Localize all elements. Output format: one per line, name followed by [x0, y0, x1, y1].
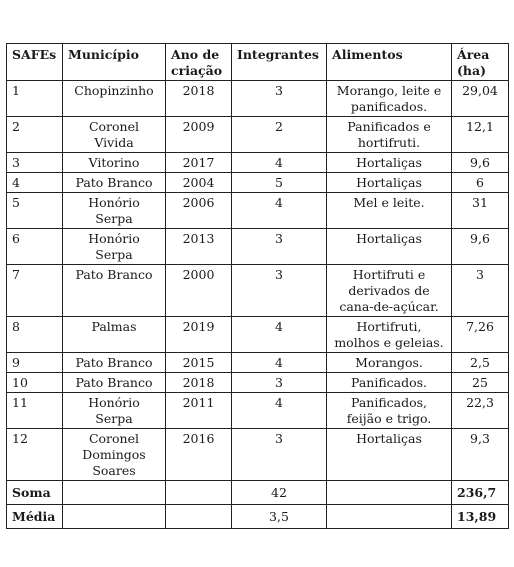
cell-safe: 6 [7, 229, 63, 265]
cell-safe: 11 [7, 393, 63, 429]
header-ano: Ano de criação [166, 44, 232, 81]
totals-empty [63, 505, 166, 529]
cell-integrantes: 3 [232, 81, 327, 117]
totals-empty [63, 481, 166, 505]
cell-alimentos: Morangos. [327, 353, 452, 373]
totals-empty [327, 481, 452, 505]
cell-ano: 2004 [166, 173, 232, 193]
table-row [7, 265, 509, 317]
cell-ano: 2019 [166, 317, 232, 353]
cell-integrantes: 3 [232, 429, 327, 481]
cell-area: 29,04 [452, 81, 509, 117]
cell-safe: 7 [7, 265, 63, 317]
totals-label: Soma [7, 481, 63, 505]
totals-area: 13,89 [452, 505, 509, 529]
cell-ano: 2016 [166, 429, 232, 481]
header-integrantes: Integrantes [232, 44, 327, 81]
cell-area: 9,6 [452, 229, 509, 265]
header-municipio: Município [63, 44, 166, 81]
cell-ano: 2006 [166, 193, 232, 229]
cell-integrantes: 4 [232, 353, 327, 373]
totals-empty [166, 481, 232, 505]
cell-safe: 1 [7, 81, 63, 117]
table-header-row [7, 44, 509, 81]
cell-area: 9,6 [452, 153, 509, 173]
cell-integrantes: 2 [232, 117, 327, 153]
table-body [7, 81, 509, 529]
cell-municipio: Honório Serpa [63, 393, 166, 429]
cell-municipio: Pato Branco [63, 173, 166, 193]
table-row [7, 373, 509, 393]
table-row [7, 317, 509, 353]
cell-area: 6 [452, 173, 509, 193]
cell-integrantes: 4 [232, 317, 327, 353]
cell-alimentos: Hortifruti, molhos e geleias. [327, 317, 452, 353]
cell-alimentos: Panificados. [327, 373, 452, 393]
cell-integrantes: 3 [232, 373, 327, 393]
cell-ano: 2009 [166, 117, 232, 153]
cell-integrantes: 4 [232, 193, 327, 229]
header-safes: SAFEs [7, 44, 63, 81]
cell-ano: 2018 [166, 373, 232, 393]
cell-safe: 3 [7, 153, 63, 173]
totals-empty [166, 505, 232, 529]
table-row [7, 393, 509, 429]
cell-municipio: Honório Serpa [63, 193, 166, 229]
table-row [7, 81, 509, 117]
cell-municipio: Coronel Domingos Soares [63, 429, 166, 481]
cell-ano: 2011 [166, 393, 232, 429]
table-row [7, 229, 509, 265]
cell-area: 9,3 [452, 429, 509, 481]
cell-safe: 4 [7, 173, 63, 193]
table-row [7, 429, 509, 481]
cell-alimentos: Hortaliças [327, 429, 452, 481]
table-row [7, 193, 509, 229]
totals-row [7, 481, 509, 505]
cell-safe: 2 [7, 117, 63, 153]
cell-alimentos: Hortaliças [327, 229, 452, 265]
cell-alimentos: Hortaliças [327, 173, 452, 193]
cell-integrantes: 4 [232, 153, 327, 173]
cell-alimentos: Morango, leite e panificados. [327, 81, 452, 117]
table-row [7, 117, 509, 153]
cell-area: 12,1 [452, 117, 509, 153]
cell-alimentos: Mel e leite. [327, 193, 452, 229]
cell-ano: 2000 [166, 265, 232, 317]
cell-integrantes: 5 [232, 173, 327, 193]
cell-alimentos: Panificados e hortifruti. [327, 117, 452, 153]
totals-area: 236,7 [452, 481, 509, 505]
totals-empty [327, 505, 452, 529]
cell-municipio: Pato Branco [63, 265, 166, 317]
cell-integrantes: 3 [232, 229, 327, 265]
cell-area: 7,26 [452, 317, 509, 353]
cell-area: 22,3 [452, 393, 509, 429]
cell-alimentos: Hortaliças [327, 153, 452, 173]
cell-safe: 9 [7, 353, 63, 373]
cell-safe: 10 [7, 373, 63, 393]
cell-alimentos: Hortifruti e derivados de cana-de-açúcar. [327, 265, 452, 317]
totals-row [7, 505, 509, 529]
cell-municipio: Chopinzinho [63, 81, 166, 117]
cell-area: 25 [452, 373, 509, 393]
safes-table [6, 43, 509, 529]
header-alimentos: Alimentos [327, 44, 452, 81]
cell-safe: 8 [7, 317, 63, 353]
cell-municipio: Pato Branco [63, 353, 166, 373]
totals-label: Média [7, 505, 63, 529]
cell-municipio: Vitorino [63, 153, 166, 173]
cell-ano: 2013 [166, 229, 232, 265]
cell-integrantes: 3 [232, 265, 327, 317]
totals-integrantes: 42 [232, 481, 327, 505]
cell-integrantes: 4 [232, 393, 327, 429]
cell-area: 31 [452, 193, 509, 229]
cell-alimentos: Panificados, feijão e trigo. [327, 393, 452, 429]
table-row [7, 353, 509, 373]
cell-municipio: Honório Serpa [63, 229, 166, 265]
cell-safe: 12 [7, 429, 63, 481]
cell-area: 3 [452, 265, 509, 317]
cell-area: 2,5 [452, 353, 509, 373]
cell-ano: 2017 [166, 153, 232, 173]
cell-municipio: Coronel Vivida [63, 117, 166, 153]
table-row [7, 173, 509, 193]
cell-ano: 2015 [166, 353, 232, 373]
table-row [7, 153, 509, 173]
cell-municipio: Pato Branco [63, 373, 166, 393]
cell-municipio: Palmas [63, 317, 166, 353]
header-area: Área (ha) [452, 44, 509, 81]
cell-safe: 5 [7, 193, 63, 229]
cell-ano: 2018 [166, 81, 232, 117]
totals-integrantes: 3,5 [232, 505, 327, 529]
